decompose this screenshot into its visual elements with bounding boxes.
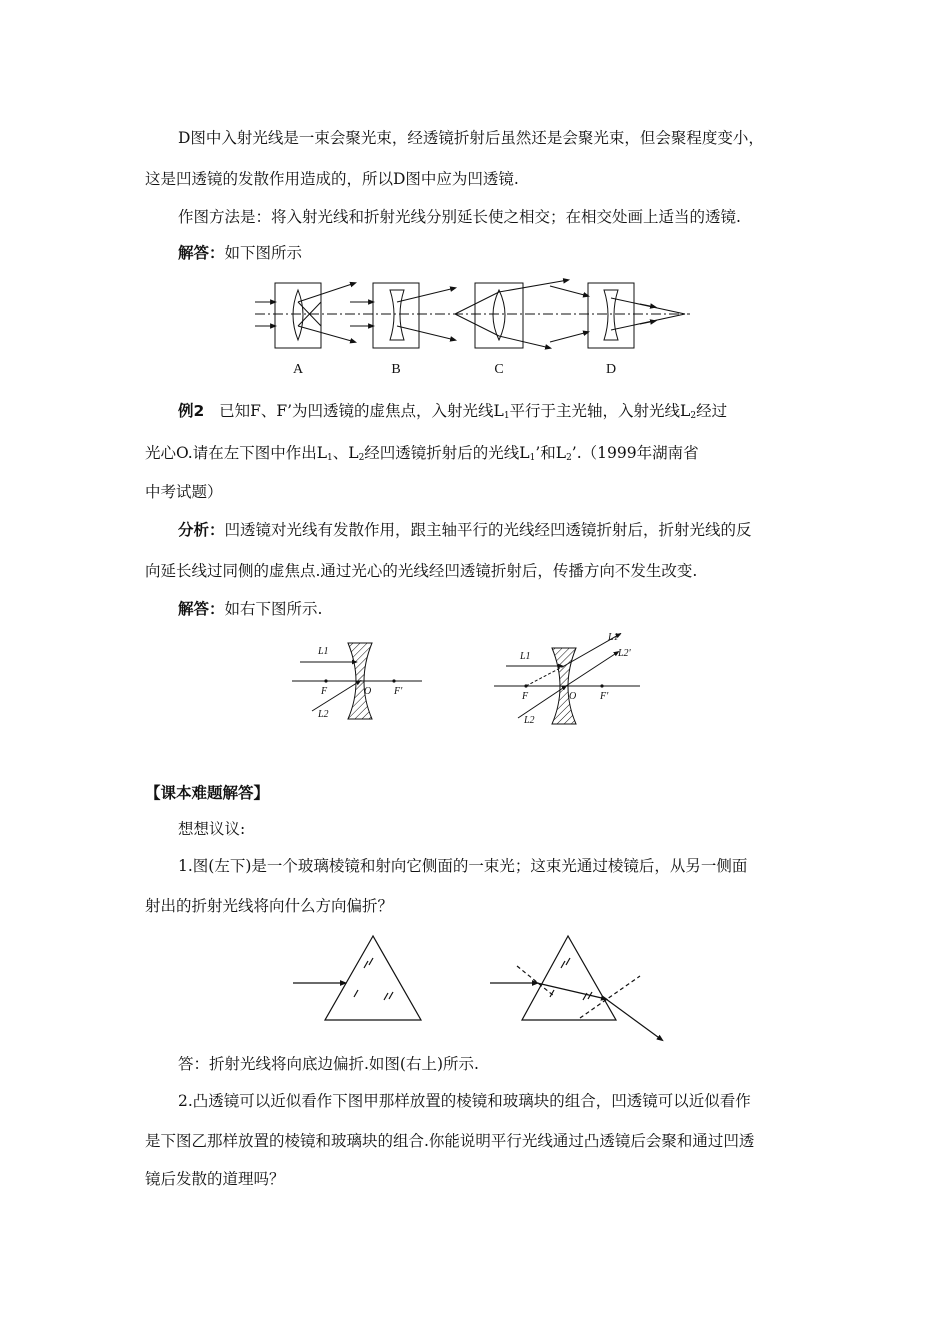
- analysis-line1: [178, 519, 848, 541]
- text-span: 、L: [332, 444, 359, 462]
- question-2-line1: 2.凸透镜可以近似看作下图甲那样放置的棱镜和玻璃块的组合，凹透镜可以近似看作: [178, 1092, 751, 1110]
- answer-text: 如下图所示: [224, 244, 303, 262]
- label-f: F: [321, 686, 328, 697]
- subscript: 1: [529, 453, 536, 463]
- text-span: 已知F、F’为凹透镜的虚焦点，入射光线L: [219, 402, 504, 420]
- label-l1-prime: L1': [608, 632, 621, 643]
- paragraph-line: D图中入射光线是一束会聚光束，经透镜折射后虽然还是会聚光束，但会聚程度变小，: [178, 129, 764, 147]
- answer-label: 解答：: [178, 600, 225, 618]
- paragraph-line: 这是凹透镜的发散作用造成的，所以D图中应为凹透镜.: [145, 170, 519, 188]
- label-o: O: [569, 691, 577, 702]
- label-l1: L1: [318, 646, 329, 657]
- subscript: 1: [503, 411, 510, 421]
- label-l2: L2: [318, 709, 329, 720]
- analysis-line2: 向延长线过同侧的虚焦点.通过光心的光线经凹透镜折射后，传播方向不发生改变.: [145, 562, 698, 580]
- question-1-line1: 1.图(左下)是一个玻璃棱镜和射向它侧面的一束光；这束光通过棱镜后，从另一侧面: [178, 857, 748, 875]
- label-f: F: [522, 691, 529, 702]
- label-l2-prime: L2': [618, 648, 631, 659]
- example-2-line3: 中考试题）: [145, 483, 223, 501]
- text-span: ’.（1999年湖南省: [571, 444, 699, 462]
- question-2-line3: 镜后发散的道理吗？: [145, 1170, 285, 1188]
- label-o: O: [364, 686, 372, 697]
- concave-lens-figure-right: [490, 628, 650, 728]
- answer-text: 如右下图所示.: [224, 600, 323, 618]
- text-span: ’和L: [535, 444, 567, 462]
- lens-label-d: D: [605, 362, 617, 377]
- answer-question-1: 答：折射光线将向底边偏折.如图(右上)所示.: [178, 1055, 479, 1073]
- text-span: 平行于主光轴，入射光线L: [509, 402, 691, 420]
- subscript: 2: [690, 411, 697, 421]
- lens-boxes-figure: [250, 278, 695, 378]
- text-span: 凹透镜对光线有发散作用，跟主轴平行的光线经凹透镜折射后，折射光线的反: [224, 521, 752, 539]
- answer-label: 解答：: [178, 244, 225, 262]
- section-heading: 【课本难题解答】: [145, 784, 270, 802]
- subscript: 2: [566, 453, 572, 463]
- lens-label-c: C: [494, 362, 504, 377]
- label-l2: L2: [524, 715, 535, 726]
- text-span: 经凹透镜折射后的光线L: [364, 444, 530, 462]
- think-discuss: 想想议议:: [178, 820, 246, 838]
- question-1-line2: 射出的折射光线将向什么方向偏折？: [145, 897, 394, 915]
- prism-figure: [290, 928, 670, 1048]
- answer-2: [178, 598, 848, 620]
- analysis-label: 分析：: [178, 521, 225, 539]
- example-2-line1: [178, 400, 848, 427]
- answer-1: [178, 242, 848, 264]
- lens-label-b: B: [391, 362, 401, 377]
- subscript: 2: [358, 453, 365, 463]
- example-label: 例2: [178, 402, 205, 420]
- subscript: 1: [327, 453, 333, 463]
- text-span: 经过: [696, 402, 728, 420]
- label-f-prime: F': [600, 691, 609, 702]
- text-span: 光心O.请在左下图中作出L: [145, 444, 328, 462]
- label-l1: L1: [520, 651, 531, 662]
- paragraph-method: 作图方法是：将入射光线和折射光线分别延长使之相交；在相交处画上适当的透镜.: [178, 208, 741, 226]
- example-2-line2: [145, 442, 815, 469]
- question-2-line2: 是下图乙那样放置的棱镜和玻璃块的组合.你能说明平行光线通过凸透镜后会聚和通过凹透: [145, 1132, 755, 1150]
- lens-label-a: A: [292, 362, 304, 377]
- concave-lens-figure-left: [290, 635, 430, 725]
- label-f-prime: F': [394, 686, 403, 697]
